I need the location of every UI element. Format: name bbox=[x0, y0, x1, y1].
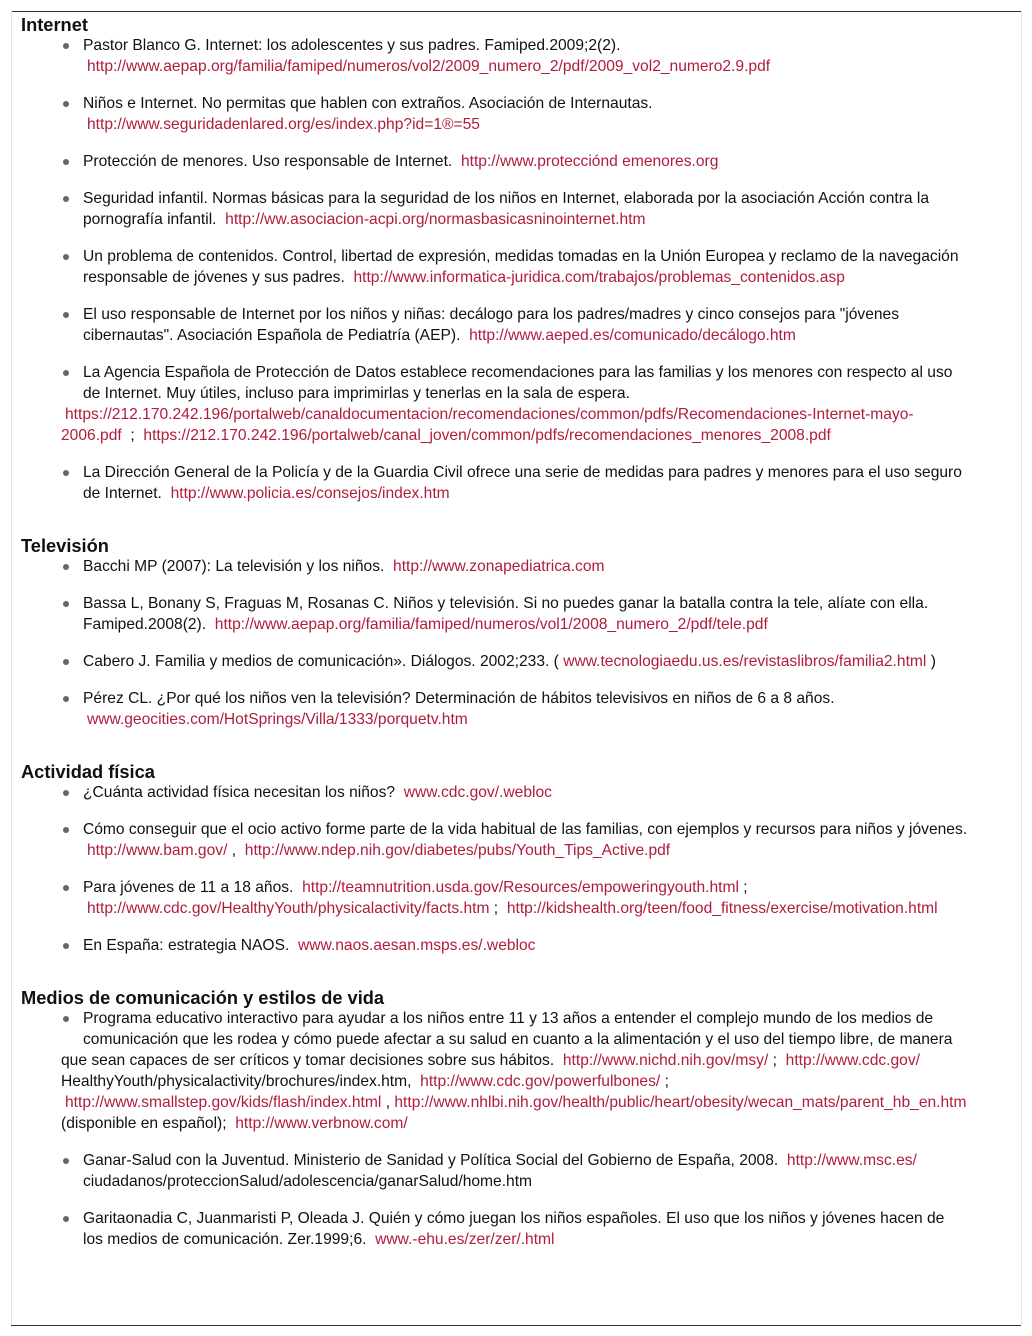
reference-link[interactable]: http://www.nhlbi.nih.gov/health/public/heart/obesity/wecan_mats/parent_hb_en.htm bbox=[394, 1094, 967, 1111]
bullet-icon bbox=[63, 659, 69, 665]
reference-link[interactable]: http://www.cdc.gov/HealthyYouth/physicalactivity/facts.htm bbox=[87, 900, 490, 917]
bullet-icon bbox=[63, 312, 69, 318]
reference-link[interactable]: http://www.informatica-juridica.com/trabajos/problemas_contenidos.asp bbox=[353, 269, 845, 286]
reference-link[interactable]: http://www.msc.es/ bbox=[786, 1152, 917, 1169]
list-item: Programa educativo interactivo para ayudar a los niños entre 11 y 13 años a entender el complejo mundo de los medios de comunicación que les rodea y cómo puede afectar a su salud en cuanto a la alimentación y el uso del tiempo libre, de manera que sean capaces de ser críticos y tomar decisiones sobre sus hábitos. http://www.nichd.nih.gov/msy/ ; http://www.cdc.gov/ HealthyYouth/physicalactivity/brochures/index.htm, http://www.cdc.gov/powerfulbones/ ; http://www.smallstep.gov/kids/flash/index.html , http://www.nhlbi.nih.gov/health/public/heart/obesity/wecan_mats/parent_hb_en.htm (disponible en español); http://www.verbnow.com/ bbox=[61, 1010, 967, 1132]
reference-link[interactable]: http://www.aeped.es/comunicado/decálogo.htm bbox=[469, 327, 796, 344]
reference-list bbox=[21, 35, 1011, 504]
list-item: Bacchi MP (2007): La televisión y los niños. http://www.zonapediatrica.com bbox=[21, 556, 1011, 577]
bullet-icon bbox=[63, 601, 69, 607]
list-item: Bassa L, Bonany S, Fraguas M, Rosanas C. Niños y televisión. Si no puedes ganar la batalla contra la tele, alíate con ella. Famiped.2008(2). http://www.aepap.org/familia/famiped/numeros/vol1/2008_numero_2/pdf/tele.pdf bbox=[21, 593, 1011, 635]
reference-link[interactable]: http://www.aepap.org/familia/famiped/numeros/vol1/2008_numero_2/pdf/tele.pdf bbox=[214, 616, 768, 633]
bullet-icon bbox=[63, 43, 69, 49]
bullet-icon bbox=[63, 254, 69, 260]
list-item: Ganar-Salud con la Juventud. Ministerio de Sanidad y Política Social del Gobierno de España, 2008. http://www.msc.es/ ciudadanos/proteccionSalud/adolescencia/ganarSalud/home.htm bbox=[21, 1150, 1011, 1192]
list-item: Seguridad infantil. Normas básicas para la seguridad de los niños en Internet, elaborada por la asociación Acción contra la pornografía infantil. http://ww.asociacion-acpi.org/normasbasicasninointernet.htm bbox=[21, 188, 1011, 230]
reference-link[interactable]: http://www.seguridadenlared.org/es/index.php?id=1®=55 bbox=[87, 116, 480, 133]
list-item: ¿Cuánta actividad física necesitan los niños? www.cdc.gov/.webloc bbox=[21, 782, 1011, 803]
reference-link[interactable]: http://kidshealth.org/teen/food_fitness/exercise/motivation.html bbox=[506, 900, 938, 917]
reference-list bbox=[21, 782, 1011, 956]
section-title: Internet bbox=[21, 14, 88, 35]
reference-link[interactable]: http://www.policia.es/consejos/index.htm bbox=[170, 485, 450, 502]
list-item: Niños e Internet. No permitas que hablen con extraños. Asociación de Internautas. http://www.seguridadenlared.org/es/index.php?id=1®=55 bbox=[21, 93, 1011, 135]
left-border bbox=[11, 11, 12, 1325]
reference-link[interactable]: https://212.170.242.196/portalweb/canaldocumentacion/recomendaciones/common/pdfs/Recomendaciones-Internet-mayo- bbox=[65, 406, 914, 423]
bottom-rule bbox=[11, 1325, 1021, 1326]
bullet-icon bbox=[63, 1158, 69, 1164]
list-item: Cómo conseguir que el ocio activo forme parte de la vida habitual de las familias, con ejemplos y recursos para niños y jóvenes. http://www.bam.gov/ , http://www.ndep.nih.gov/diabetes/pubs/Youth_Tips_Active.pdf bbox=[21, 819, 1011, 861]
bullet-icon bbox=[63, 470, 69, 476]
list-item: Un problema de contenidos. Control, libertad de expresión, medidas tomadas en la Unión Europea y reclamo de la navegación responsable de jóvenes y sus padres. http://www.informatica-juridica.com/trabajos/problemas_contenidos.asp bbox=[21, 246, 1011, 288]
reference-link[interactable]: http://www.smallstep.gov/kids/flash/index.html bbox=[65, 1094, 382, 1111]
references-document bbox=[21, 14, 1011, 1250]
top-rule bbox=[11, 11, 1021, 12]
bullet-icon bbox=[63, 827, 69, 833]
list-item: El uso responsable de Internet por los niños y niñas: decálogo para los padres/madres y cinco consejos para "jóvenes cibernautas". Asociación Española de Pediatría (AEP). http://www.aeped.es/comunicado/decálogo.htm bbox=[21, 304, 1011, 346]
bullet-icon bbox=[63, 159, 69, 165]
reference-list bbox=[21, 1008, 1011, 1250]
section-title: Medios de comunicación y estilos de vida bbox=[21, 987, 385, 1008]
reference-link[interactable]: http://www.aepap.org/familia/famiped/numeros/vol2/2009_numero_2/pdf/2009_vol2_numero2.9.pdf bbox=[87, 58, 771, 75]
reference-link[interactable]: http://www.cdc.gov/powerfulbones/ bbox=[420, 1073, 661, 1090]
list-item: La Dirección General de la Policía y de la Guardia Civil ofrece una serie de medidas para padres y menores para el uso seguro de Internet. http://www.policia.es/consejos/index.htm bbox=[21, 462, 1011, 504]
reference-link[interactable]: http://www.protecciónd emenores.org bbox=[460, 153, 719, 170]
reference-link[interactable]: http://www.ndep.nih.gov/diabetes/pubs/Youth_Tips_Active.pdf bbox=[244, 842, 671, 859]
right-border bbox=[1021, 11, 1022, 1325]
reference-link[interactable]: https://212.170.242.196/portalweb/canal_joven/common/pdfs/recomendaciones_menores_2008.pdf bbox=[143, 427, 831, 444]
bullet-icon bbox=[63, 101, 69, 107]
reference-link[interactable]: www.geocities.com/HotSprings/Villa/1333/porquetv.htm bbox=[87, 711, 468, 728]
reference-link[interactable]: www.-ehu.es/zer/zer/.html bbox=[375, 1231, 555, 1248]
reference-link[interactable]: http://www.zonapediatrica.com bbox=[393, 558, 605, 575]
reference-link[interactable]: 2006.pdf bbox=[61, 427, 122, 444]
section-television bbox=[21, 535, 1011, 730]
reference-link[interactable]: http://www.verbnow.com/ bbox=[235, 1115, 408, 1132]
list-item: La Agencia Española de Protección de Datos establece recomendaciones para las familias y los menores con respecto al uso de Internet. Muy útiles, incluso para imprimirlas y tenerlas en la sala de espera. https://212.170.242.196/portalweb/canaldocumentacion/recomendaciones/common/pdfs/Recomendaciones-Internet-mayo- 2006.pdf ; https://212.170.242.196/portalweb/canal_joven/common/pdfs/recomendaciones_menores_2008.pdf bbox=[61, 364, 953, 444]
bullet-icon bbox=[63, 696, 69, 702]
section-title: Televisión bbox=[21, 535, 109, 556]
reference-link[interactable]: www.cdc.gov/.webloc bbox=[403, 784, 552, 801]
list-item: Pérez CL. ¿Por qué los niños ven la televisión? Determinación de hábitos televisivos en niños de 6 a 8 años. www.geocities.com/HotSprings/Villa/1333/porquetv.htm bbox=[21, 688, 1011, 730]
section-medios-comunicacion bbox=[21, 987, 1011, 1250]
list-item: Pastor Blanco G. Internet: los adolescentes y sus padres. Famiped.2009;2(2). http://www.aepap.org/familia/famiped/numeros/vol2/2009_numero_2/pdf/2009_vol2_numero2.9.pdf bbox=[21, 35, 1011, 77]
reference-link[interactable]: www.naos.aesan.msps.es/.webloc bbox=[297, 937, 536, 954]
section-internet bbox=[21, 14, 1011, 504]
list-item: Protección de menores. Uso responsable de Internet. http://www.protecciónd emenores.org bbox=[21, 151, 1011, 172]
list-item: Para jóvenes de 11 a 18 años. http://teamnutrition.usda.gov/Resources/empoweringyouth.html ; http://www.cdc.gov/HealthyYouth/physicalactivity/facts.htm ; http://kidshealth.org/teen/food_fitness/exercise/motivation.html bbox=[21, 877, 1011, 919]
reference-link[interactable]: http://www.nichd.nih.gov/msy/ bbox=[562, 1052, 769, 1069]
bullet-icon bbox=[63, 564, 69, 570]
reference-link[interactable]: http://ww.asociacion-acpi.org/normasbasicasninointernet.htm bbox=[225, 211, 646, 228]
reference-link[interactable]: http://www.bam.gov/ bbox=[87, 842, 228, 859]
bullet-icon bbox=[63, 790, 69, 796]
bullet-icon bbox=[63, 885, 69, 891]
list-item: Garitaonadia C, Juanmaristi P, Oleada J. Quién y cómo juegan los niños españoles. El uso que los niños y jóvenes hacen de los medios de comunicación. Zer.1999;6. www.-ehu.es/zer/zer/.html bbox=[21, 1208, 1011, 1250]
reference-list bbox=[21, 556, 1011, 730]
bullet-icon bbox=[63, 1216, 69, 1222]
reference-link[interactable]: www.tecnologiaedu.us.es/revistaslibros/familia2.html bbox=[563, 653, 927, 670]
bullet-icon bbox=[63, 370, 69, 376]
list-item: En España: estrategia NAOS. www.naos.aesan.msps.es/.webloc bbox=[21, 935, 1011, 956]
reference-link[interactable]: http://teamnutrition.usda.gov/Resources/empoweringyouth.html bbox=[302, 879, 739, 896]
bullet-icon bbox=[63, 943, 69, 949]
section-actividad-fisica bbox=[21, 761, 1011, 956]
section-title: Actividad física bbox=[21, 761, 155, 782]
reference-link[interactable]: http://www.cdc.gov/ bbox=[785, 1052, 920, 1069]
bullet-icon bbox=[63, 196, 69, 202]
list-item: Cabero J. Familia y medios de comunicación». Diálogos. 2002;233. ( www.tecnologiaedu.us.es/revistaslibros/familia2.html ) bbox=[21, 651, 1011, 672]
bullet-icon bbox=[63, 1016, 69, 1022]
